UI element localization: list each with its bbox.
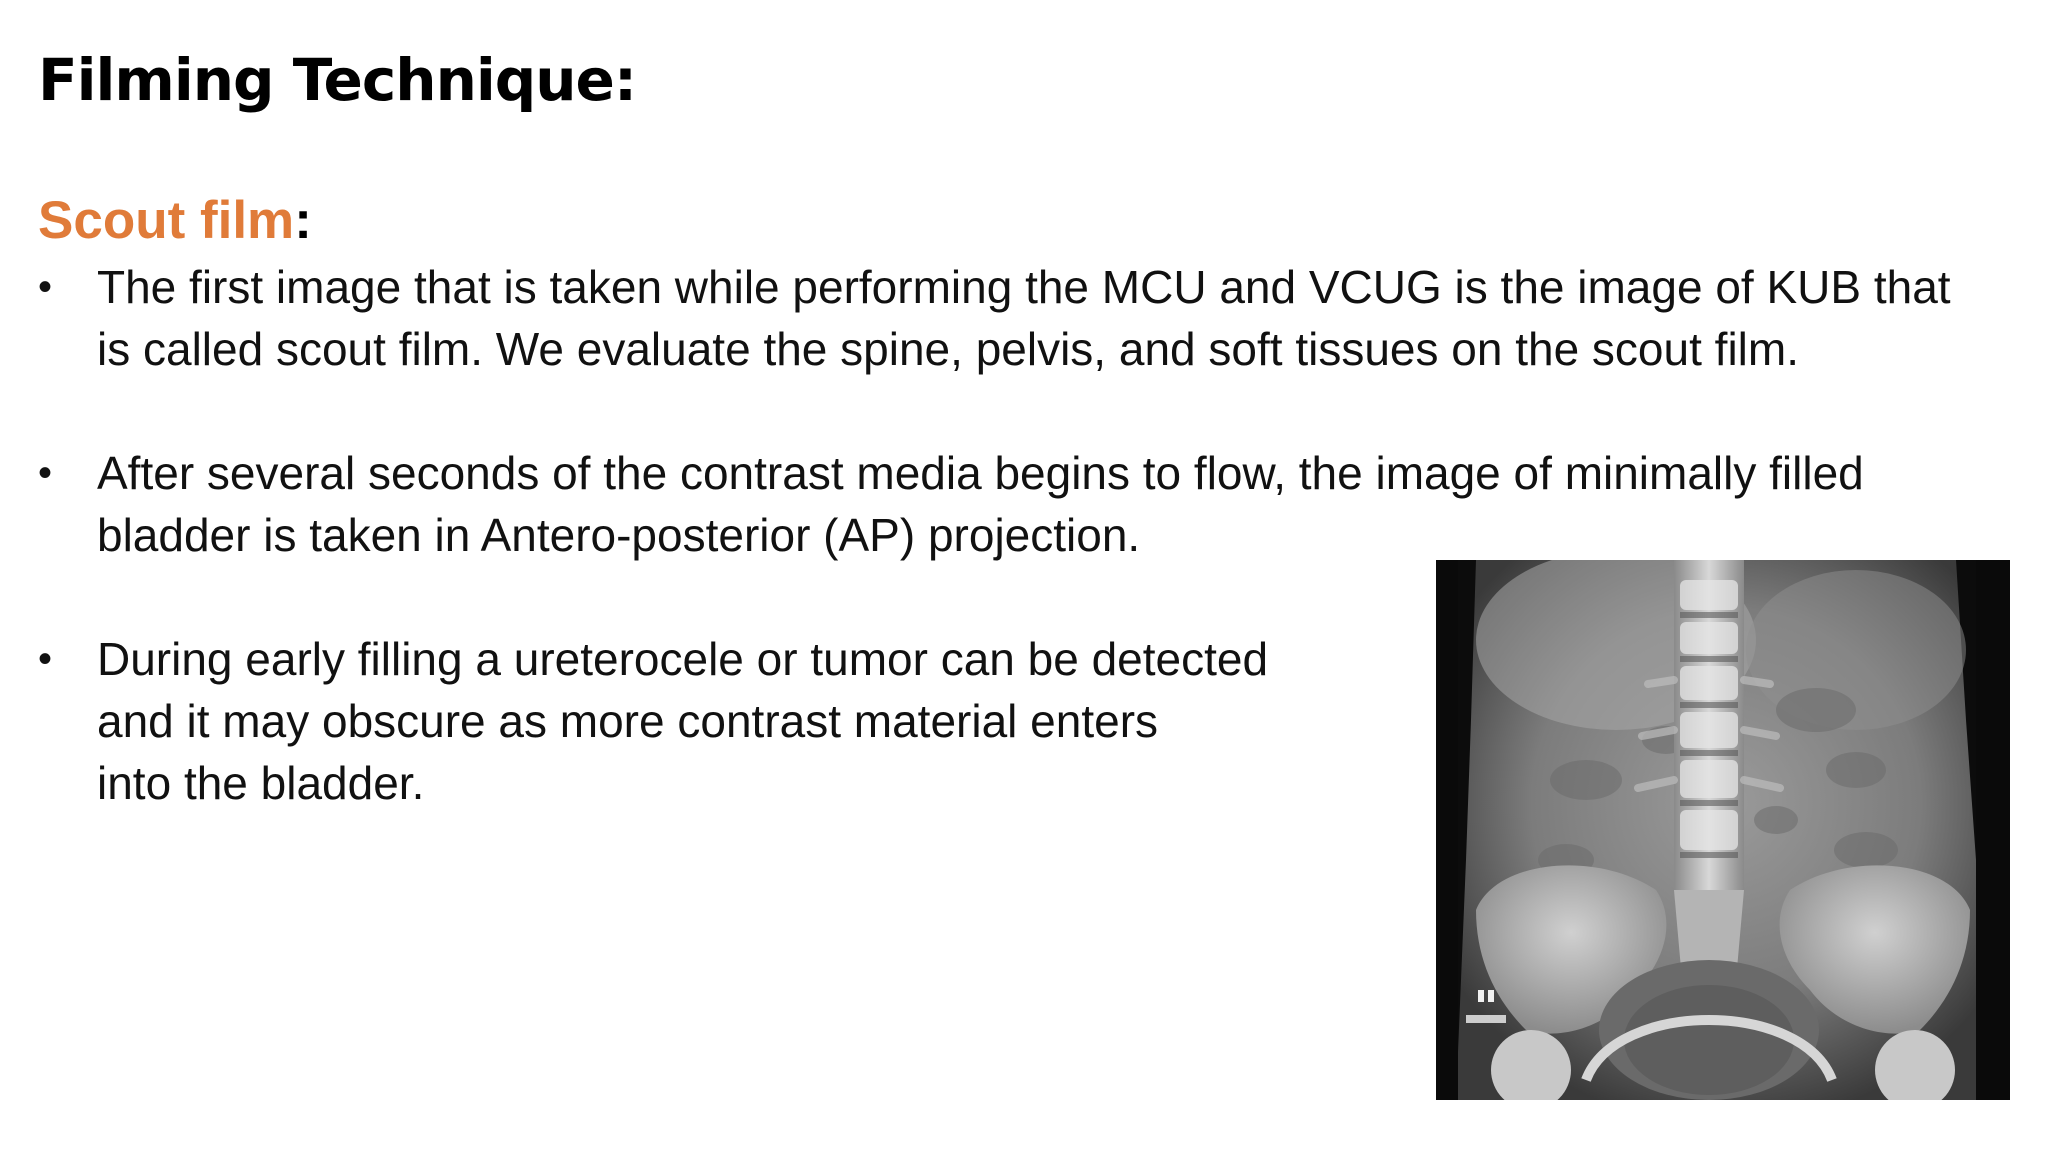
kub-xray-image <box>1436 560 2010 1100</box>
bullet-line: The first image that is taken while performing the MCU and VCUG is the image of KUB that <box>97 261 1951 313</box>
bullet-line: bladder is taken in Antero-posterior (AP) projection. <box>97 509 1141 561</box>
slide-title: Filming Technique: <box>38 46 637 114</box>
bullet-item-minimally-filled <box>38 442 1864 566</box>
bullet-line: After several seconds of the contrast media begins to flow, the image of minimally filled <box>97 447 1864 499</box>
bullet-item-early-filling <box>38 628 1268 814</box>
section-heading-text: Scout film <box>38 191 295 250</box>
bullet-line: During early filling a ureterocele or tumor can be detected <box>97 633 1269 685</box>
bullet-item-scout-film <box>38 256 1951 380</box>
bullet-line: and it may obscure as more contrast material enters <box>97 695 1159 747</box>
section-heading <box>38 190 312 251</box>
bullet-dot: • <box>38 451 53 495</box>
section-heading-colon: : <box>294 191 312 250</box>
bullet-dot: • <box>38 637 53 681</box>
bullet-line: into the bladder. <box>97 757 425 809</box>
bullet-line: is called scout film. We evaluate the spine, pelvis, and soft tissues on the scout film. <box>97 323 1799 375</box>
bullet-dot: • <box>38 265 53 309</box>
